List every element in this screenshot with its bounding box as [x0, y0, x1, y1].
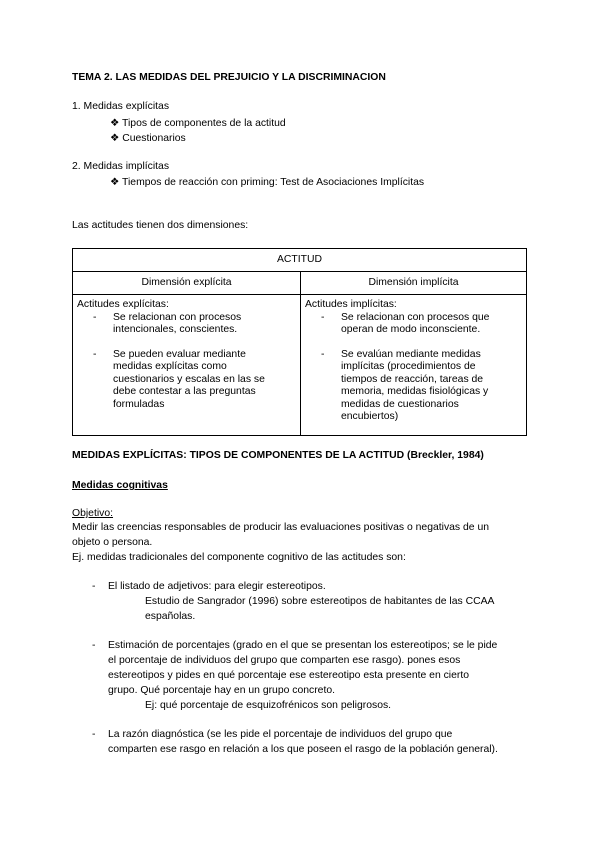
dash-bullet: - — [92, 640, 96, 651]
objective-line: Medir las creencias responsables de producir las evaluaciones positivas o negativas de un — [72, 522, 490, 533]
list-item-line: estereotipos y pides en qué porcentaje ese estereotipo esta presente en cierto — [108, 670, 470, 681]
dash-bullet: - — [92, 729, 96, 740]
list-item-line: grupo. Qué porcentaje hay en un grupo concreto. — [108, 685, 336, 696]
list-subline: Ej: qué porcentaje de esquizofrénicos son peligrosos. — [145, 700, 392, 711]
dash-bullet: - — [321, 349, 325, 360]
page-title: TEMA 2. LAS MEDIDAS DEL PREJUICIO Y LA DISCRIMINACION — [72, 72, 386, 83]
list-subline: Estudio de Sangrador (1996) sobre estereotipos de habitantes de las CCAA — [145, 596, 495, 607]
list-item: Estimación de porcentajes (grado en el que se presentan los estereotipos; se le pide — [108, 640, 498, 651]
col2-cell: Actitudes implícitas: - Se relacionan con procesos que operan de modo inconsciente. - Se evalúan mediante medidas implícitas (procedimientos de tiempos de reacción, tareas de memoria, medidas fisiológicas y medidas de cuestionarios encubiertos) — [301, 295, 527, 436]
dash-bullet: - — [92, 581, 96, 592]
list-item: El listado de adjetivos: para elegir estereotipos. — [108, 581, 326, 592]
col2-header: Dimensión implícita — [301, 272, 527, 295]
outline-item: ❖ Cuestionarios — [110, 133, 186, 144]
outline-heading-1: 1. Medidas explícitas — [72, 101, 170, 112]
dash-bullet: - — [93, 312, 97, 323]
diamond-bullet-icon: ❖ — [110, 118, 120, 129]
list-item-line: el porcentaje de individuos del grupo que comparten ese rasgo). pones esos — [108, 655, 461, 666]
col1-header: Dimensión explícita — [73, 272, 301, 295]
objective-line: objeto o persona. — [72, 537, 153, 548]
diamond-bullet-icon: ❖ — [110, 177, 120, 188]
col2-label: Actitudes implícitas: — [305, 299, 397, 310]
outline-heading-2: 2. Medidas implícitas — [72, 161, 170, 172]
intro-text: Las actitudes tienen dos dimensiones: — [72, 220, 249, 231]
list-item-line: comparten ese rasgo en relación a los que poseen el rasgo de la población general). — [108, 744, 498, 755]
attitude-table — [72, 248, 527, 436]
col1-label: Actitudes explícitas: — [77, 299, 169, 310]
dash-bullet: - — [93, 349, 97, 360]
outline-item: ❖ Tiempos de reacción con priming: Test de Asociaciones Implícitas — [110, 177, 425, 188]
objective-label: Objetivo: — [72, 508, 114, 519]
dash-bullet: - — [321, 312, 325, 323]
col1-cell: Actitudes explícitas: - Se relacionan con procesos intencionales, conscientes. - Se pueden evaluar mediante medidas explícitas como cuestionarios y escalas en las se debe contestar a las preguntas formuladas — [73, 295, 301, 436]
list-subline: españolas. — [145, 611, 196, 622]
ej-line: Ej. medidas tradicionales del componente cognitivo de las actitudes son: — [72, 552, 406, 563]
outline-item: ❖ Tipos de componentes de la actitud — [110, 118, 286, 129]
section-heading: MEDIDAS EXPLÍCITAS: TIPOS DE COMPONENTES DE LA ACTITUD (Breckler, 1984) — [72, 450, 484, 461]
table-title: ACTITUD — [73, 249, 527, 272]
subheading: Medidas cognitivas — [72, 480, 168, 491]
diamond-bullet-icon: ❖ — [110, 133, 120, 144]
list-item: La razón diagnóstica (se les pide el porcentaje de individuos del grupo que — [108, 729, 453, 740]
